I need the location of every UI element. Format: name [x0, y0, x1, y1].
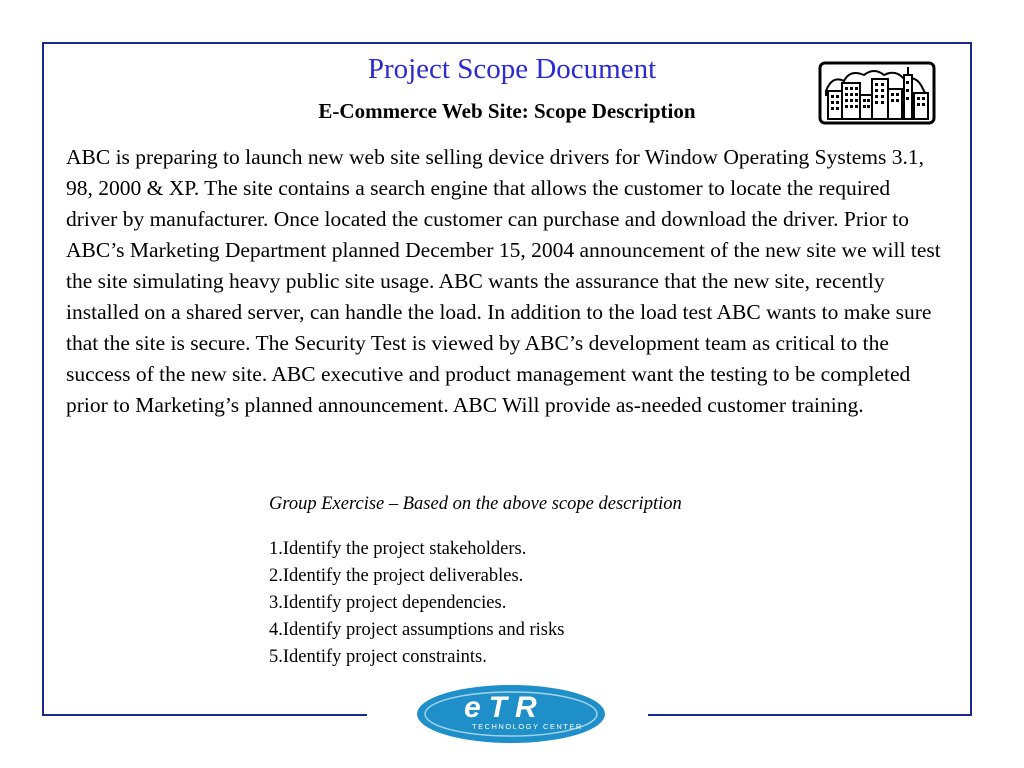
etr-logo: [414, 683, 608, 745]
list-item: 3.Identify project dependencies.: [269, 593, 507, 613]
exercise-title: Group Exercise – Based on the above scope description: [269, 494, 682, 514]
page-subtitle: E-Commerce Web Site: Scope Description: [318, 99, 696, 123]
list-item: 4.Identify project assumptions and risks: [269, 620, 565, 640]
frame-bottom-right: [648, 714, 972, 716]
frame-bottom-left: [42, 714, 367, 716]
list-item: 2.Identify the project deliverables.: [269, 566, 524, 586]
scope-description: ABC is preparing to launch new web site selling device drivers for Window Operating Systems 3.1, 98, 2000 & XP. The site contains a search engine that allows the customer to locate the required driver by manufacturer. Once located the customer can purchase and download the driver. Prior to ABC’s Marketing Department planned December 15, 2004 announcement of the new site we will test the site simulating heavy public site usage. ABC wants the assurance that the new site, recently installed on a shared server, can handle the load. In addition to the load test ABC wants to make sure that the site is secure. The Security Test is viewed by ABC’s development team as critical to the success of the new site. ABC executive and product management want the testing to be completed prior to Marketing’s planned announcement. ABC Will provide as-needed customer training.: [66, 145, 941, 417]
task-list: [269, 536, 564, 671]
page-title: Project Scope Document: [367, 53, 657, 85]
city-skyline-icon: [818, 61, 936, 125]
list-item: 1.Identify the project stakeholders.: [269, 539, 527, 559]
logo-letters: eTR: [464, 691, 545, 724]
list-item: 5.Identify project constraints.: [269, 647, 487, 667]
logo-tagline: TECHNOLOGY CENTER: [472, 722, 583, 731]
